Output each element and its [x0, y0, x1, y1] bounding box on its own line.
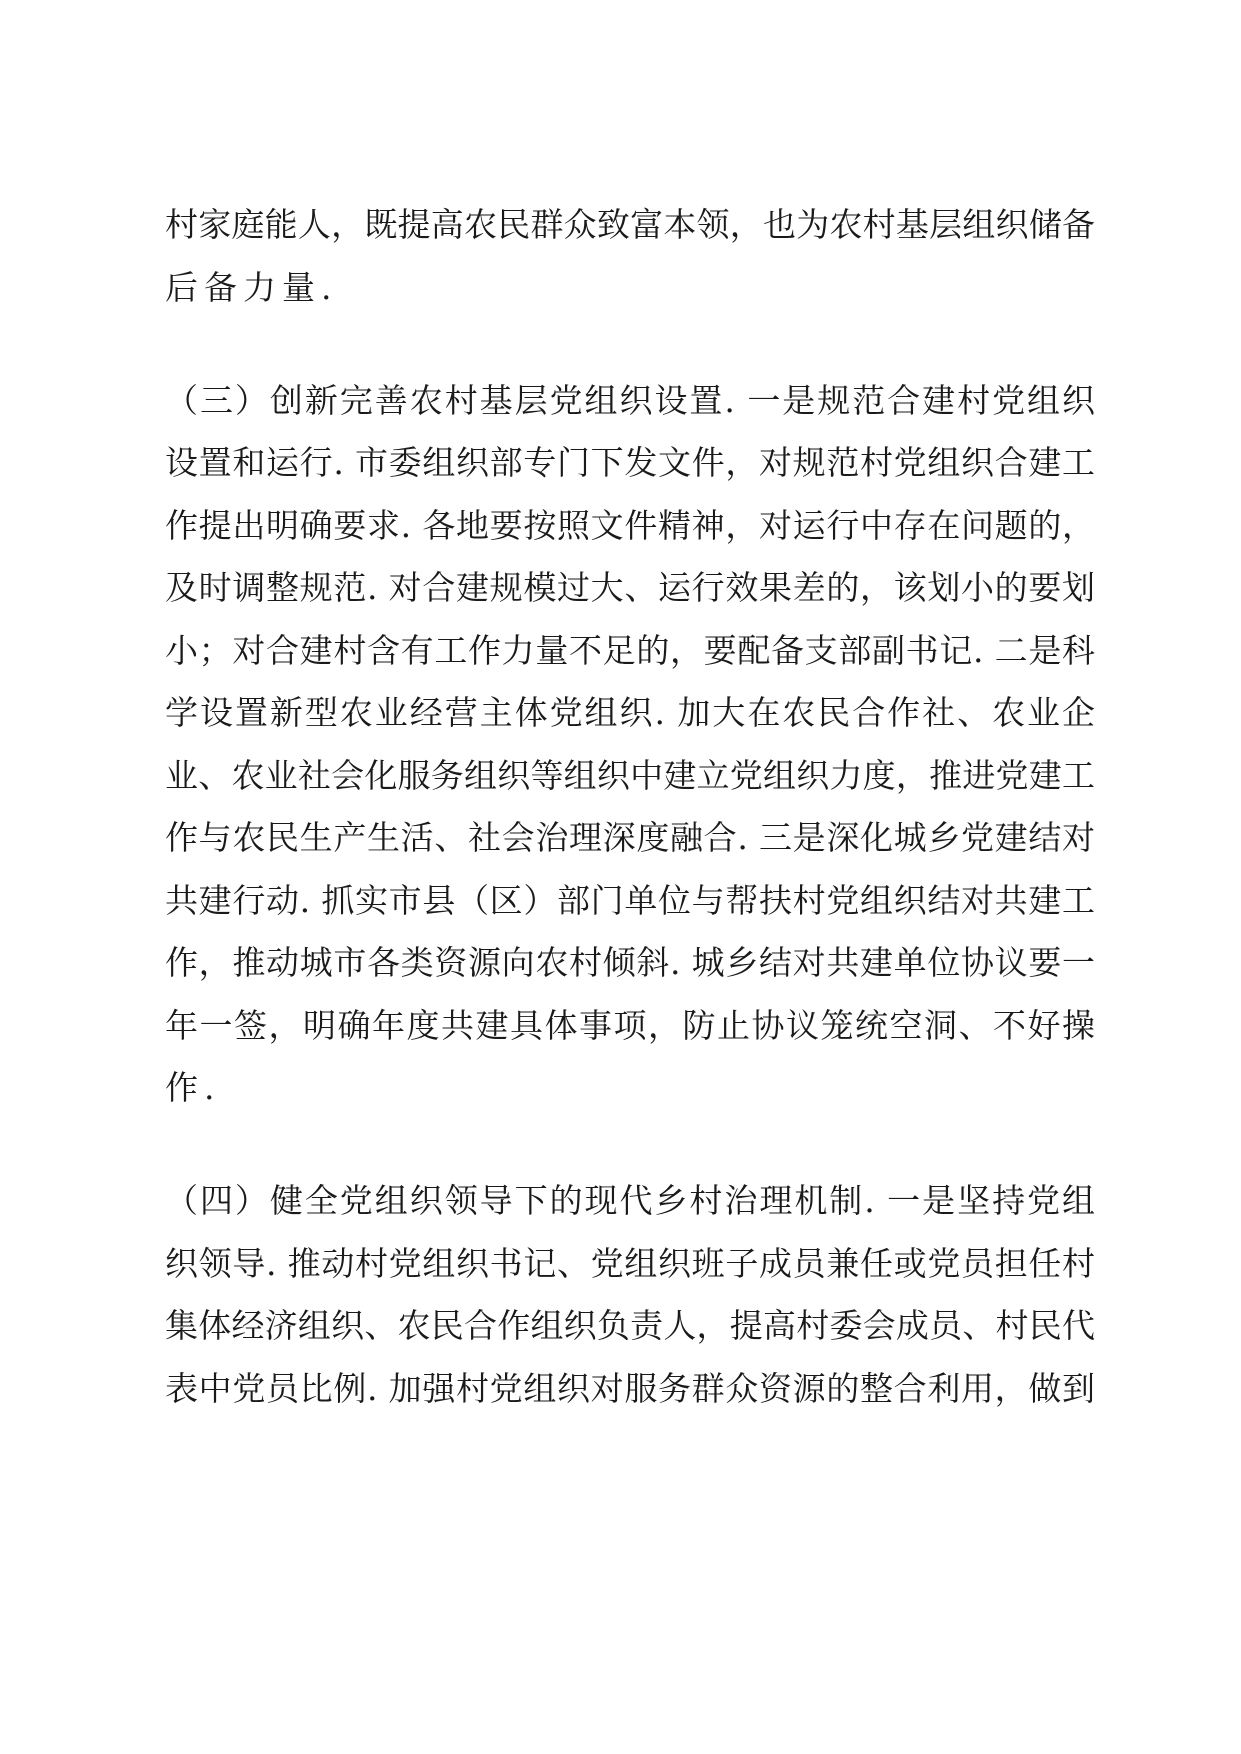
paragraph-2-line-8: 作与农民生产生活、社会治理深度融合. 三是深化城乡党建结对 — [165, 818, 1095, 857]
paragraph-2-line-10: 作，推动城市各类资源向农村倾斜. 城乡结对共建单位协议要一 — [165, 943, 1095, 982]
paragraph-2-line-1: （三）创新完善农村基层党组织设置. 一是规范合建村党组织 — [165, 381, 1095, 420]
paragraph-2-line-11: 年一签，明确年度共建具体事项，防止协议笼统空洞、不好操 — [165, 1006, 1095, 1045]
paragraph-2-line-2: 设置和运行. 市委组织部专门下发文件，对规范村党组织合建工 — [165, 443, 1095, 482]
paragraph-3-line-3: 集体经济组织、农民合作组织负责人，提高村委会成员、村民代 — [165, 1306, 1095, 1345]
paragraph-2-line-9: 共建行动. 抓实市县（区）部门单位与帮扶村党组织结对共建工 — [165, 881, 1095, 920]
paragraph-3-line-4: 表中党员比例. 加强村党组织对服务群众资源的整合利用，做到 — [165, 1369, 1095, 1408]
paragraph-1-line-1: 村家庭能人，既提高农民群众致富本领，也为农村基层组织储备 — [165, 205, 1095, 244]
paragraph-2-line-4: 及时调整规范. 对合建规模过大、运行效果差的，该划小的要划 — [165, 568, 1095, 607]
paragraph-2-line-7: 业、农业社会化服务组织等组织中建立党组织力度，推进党建工 — [165, 756, 1095, 795]
paragraph-1-line-2: 后备力量. — [165, 268, 338, 307]
paragraph-2-line-5: 小；对合建村含有工作力量不足的，要配备支部副书记. 二是科 — [165, 631, 1095, 670]
paragraph-3-line-2: 织领导. 推动村党组织书记、党组织班子成员兼任或党员担任村 — [165, 1244, 1095, 1283]
paragraph-2-line-6: 学设置新型农业经营主体党组织. 加大在农民合作社、农业企 — [165, 693, 1095, 732]
paragraph-2-line-12: 作. — [165, 1068, 221, 1107]
paragraph-3-line-1: （四）健全党组织领导下的现代乡村治理机制. 一是坚持党组 — [165, 1181, 1095, 1220]
paragraph-2-line-3: 作提出明确要求. 各地要按照文件精神，对运行中存在问题的， — [165, 506, 1095, 545]
